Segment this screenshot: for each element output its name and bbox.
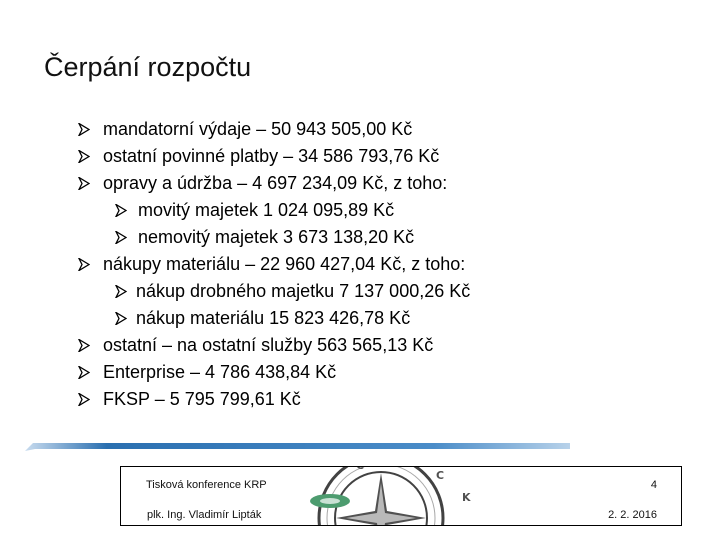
bullet-text: ostatní – na ostatní služby 563 565,13 Kč [103,335,434,355]
footer-date: 2. 2. 2016 [608,509,657,521]
police-seal-icon [266,459,496,526]
bullet-text: nemovitý majetek 3 673 138,20 Kč [138,227,415,247]
bullet-item [78,170,470,197]
decorative-divider [25,443,570,451]
bullet-text: Enterprise – 4 786 438,84 Kč [103,362,337,382]
bullet-text: FKSP – 5 795 799,61 Kč [103,389,301,409]
bullet-text: movitý majetek 1 024 095,89 Kč [138,200,395,220]
bullet-text: mandatorní výdaje – 50 943 505,00 Kč [103,119,413,139]
page-number: 4 [650,479,657,491]
slide-footer [120,459,682,526]
sub-bullet-item [78,278,470,305]
bullet-text: nákupy materiálu – 22 960 427,04 Kč, z toho: [103,254,466,274]
footer-event: Tisková konference KRP [146,479,267,491]
arrow-bullet-icon [78,393,90,406]
arrow-bullet-icon [115,285,127,298]
bullet-item [78,116,470,143]
sub-bullet-item [78,305,470,332]
arrow-bullet-icon [78,177,90,190]
arrow-bullet-icon [78,123,90,136]
arrow-bullet-icon [115,312,127,325]
svg-text:K: K [462,491,471,504]
bullet-text: opravy a údržba – 4 697 234,09 Kč, z toho: [103,173,448,193]
sub-bullet-item [78,197,470,224]
bullet-text: ostatní povinné platby – 34 586 793,76 Kč [103,146,440,166]
arrow-bullet-icon [115,204,127,217]
bullet-item [78,386,470,413]
arrow-bullet-icon [115,231,127,244]
sub-bullet-item [78,224,470,251]
bullet-text: nákup materiálu 15 823 426,78 Kč [136,308,411,328]
bullet-list [78,116,470,413]
bullet-text: nákup drobného majetku 7 137 000,26 Kč [136,281,471,301]
slide-title: Čerpání rozpočtu [44,52,252,82]
svg-text:Č: Č [356,459,365,472]
svg-text:C: C [436,469,445,482]
bullet-item [78,143,470,170]
bullet-item [78,251,470,278]
arrow-bullet-icon [78,258,90,271]
arrow-bullet-icon [78,339,90,352]
arrow-bullet-icon [78,366,90,379]
arrow-bullet-icon [78,150,90,163]
footer-presenter: plk. Ing. Vladimír Lipták [147,509,262,521]
bullet-item [78,332,470,359]
bullet-item [78,359,470,386]
